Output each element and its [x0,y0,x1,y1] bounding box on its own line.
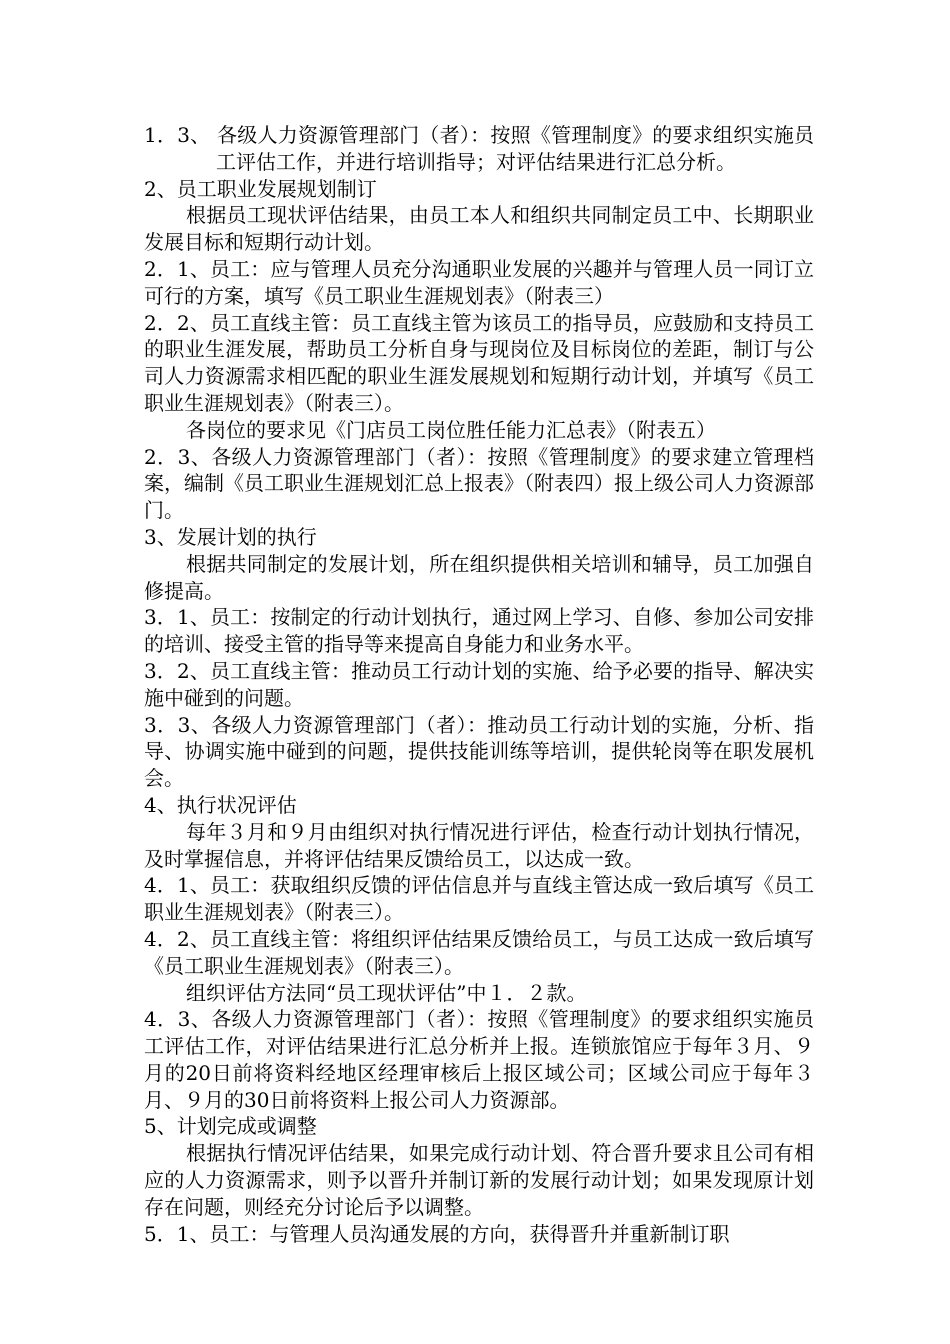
paragraph-section-4-intro: 每年３月和９月由组织对执行情况进行评估，检查行动计划执行情况，及时掌握信息，并将评估结果反馈给员工，以达成一致。 [144,819,814,871]
heading-section-2: 2、员工职业发展规划制订 [144,176,377,201]
paragraph-3-3: 3．3、各级人力资源管理部门（者）：推动员工行动计划的实施，分析、指导、协调实施中碰到的问题，提供技能训练等培训，提供轮岗等在职发展机会。 [144,712,814,791]
paragraph-4-1: 4．1、员工：获取组织反馈的评估信息并与直线主管达成一致后填写《员工职业生涯规划表》（附表三）。 [144,873,814,925]
heading-section-5: 5、计划完成或调整 [144,1114,317,1139]
paragraph-4-2-note: 组织评估方法同“员工现状评估”中１．２款。 [186,980,587,1005]
document-page [144,122,814,1247]
paragraph-section-5-intro: 根据执行情况评估结果，如果完成行动计划、符合晋升要求且公司有相应的人力资源需求，则予以晋升并制订新的发展行动计划；如果发现原计划存在问题，则经充分讨论后予以调整。 [144,1141,814,1219]
paragraph-section-3-intro: 根据共同制定的发展计划，所在组织提供相关培训和辅导，员工加强自修提高。 [144,551,814,603]
paragraph-4-3: 4．3、各级人力资源管理部门（者）：按照《管理制度》的要求组织实施员工评估工作，对评估结果进行汇总分析并上报。连锁旅馆应于每年３月、９月的20日前将资料经地区经理审核后上报区域公司；区域公司应于每年３月、９月的30日前将资料上报公司人力资源部。 [144,1007,814,1112]
paragraph-2-2-note: 各岗位的要求见《门店员工岗位胜任能力汇总表》（附表五） [186,417,716,442]
paragraph-3-1: 3．1、员工：按制定的行动计划执行，通过网上学习、自修、参加公司安排的培训、接受主管的指导等来提高自身能力和业务水平。 [144,605,814,657]
paragraph-2-3: 2．3、各级人力资源管理部门（者）：按照《管理制度》的要求建立管理档案，编制《员工职业生涯规划汇总上报表》（附表四）报上级公司人力资源部门。 [144,444,814,523]
paragraph-5-1: 5．1、员工：与管理人员沟通发展的方向，获得晋升并重新制订职 [144,1221,730,1246]
paragraph-3-2: 3．2、员工直线主管：推动员工行动计划的实施、给予必要的指导、解决实施中碰到的问题。 [144,658,814,710]
heading-section-4: 4、执行状况评估 [144,792,297,817]
paragraph-section-2-intro: 根据员工现状评估结果，由员工本人和组织共同制定员工中、长期职业发展目标和短期行动计划。 [144,203,814,255]
paragraph-4-2: 4．2、员工直线主管：将组织评估结果反馈给员工，与员工达成一致后填写《员工职业生涯规划表》（附表三）。 [144,926,814,978]
heading-section-3: 3、发展计划的执行 [144,524,317,549]
paragraph-1-3: 1．3、 各级人力资源管理部门（者）：按照《管理制度》的要求组织实施员工评估工作，并进行培训指导；对评估结果进行汇总分析。 [144,123,814,174]
paragraph-2-2: 2．2、员工直线主管：员工直线主管为该员工的指导员，应鼓励和支持员工的职业生涯发展，帮助员工分析自身与现岗位及目标岗位的差距，制订与公司人力资源需求相匹配的职业生涯发展规划和短期行动计划，并填写《员工职业生涯规划表》（附表三）。 [144,310,814,415]
paragraph-2-1: 2．1、员工：应与管理人员充分沟通职业发展的兴趣并与管理人员一同订立可行的方案，填写《员工职业生涯规划表》（附表三） [144,256,814,308]
